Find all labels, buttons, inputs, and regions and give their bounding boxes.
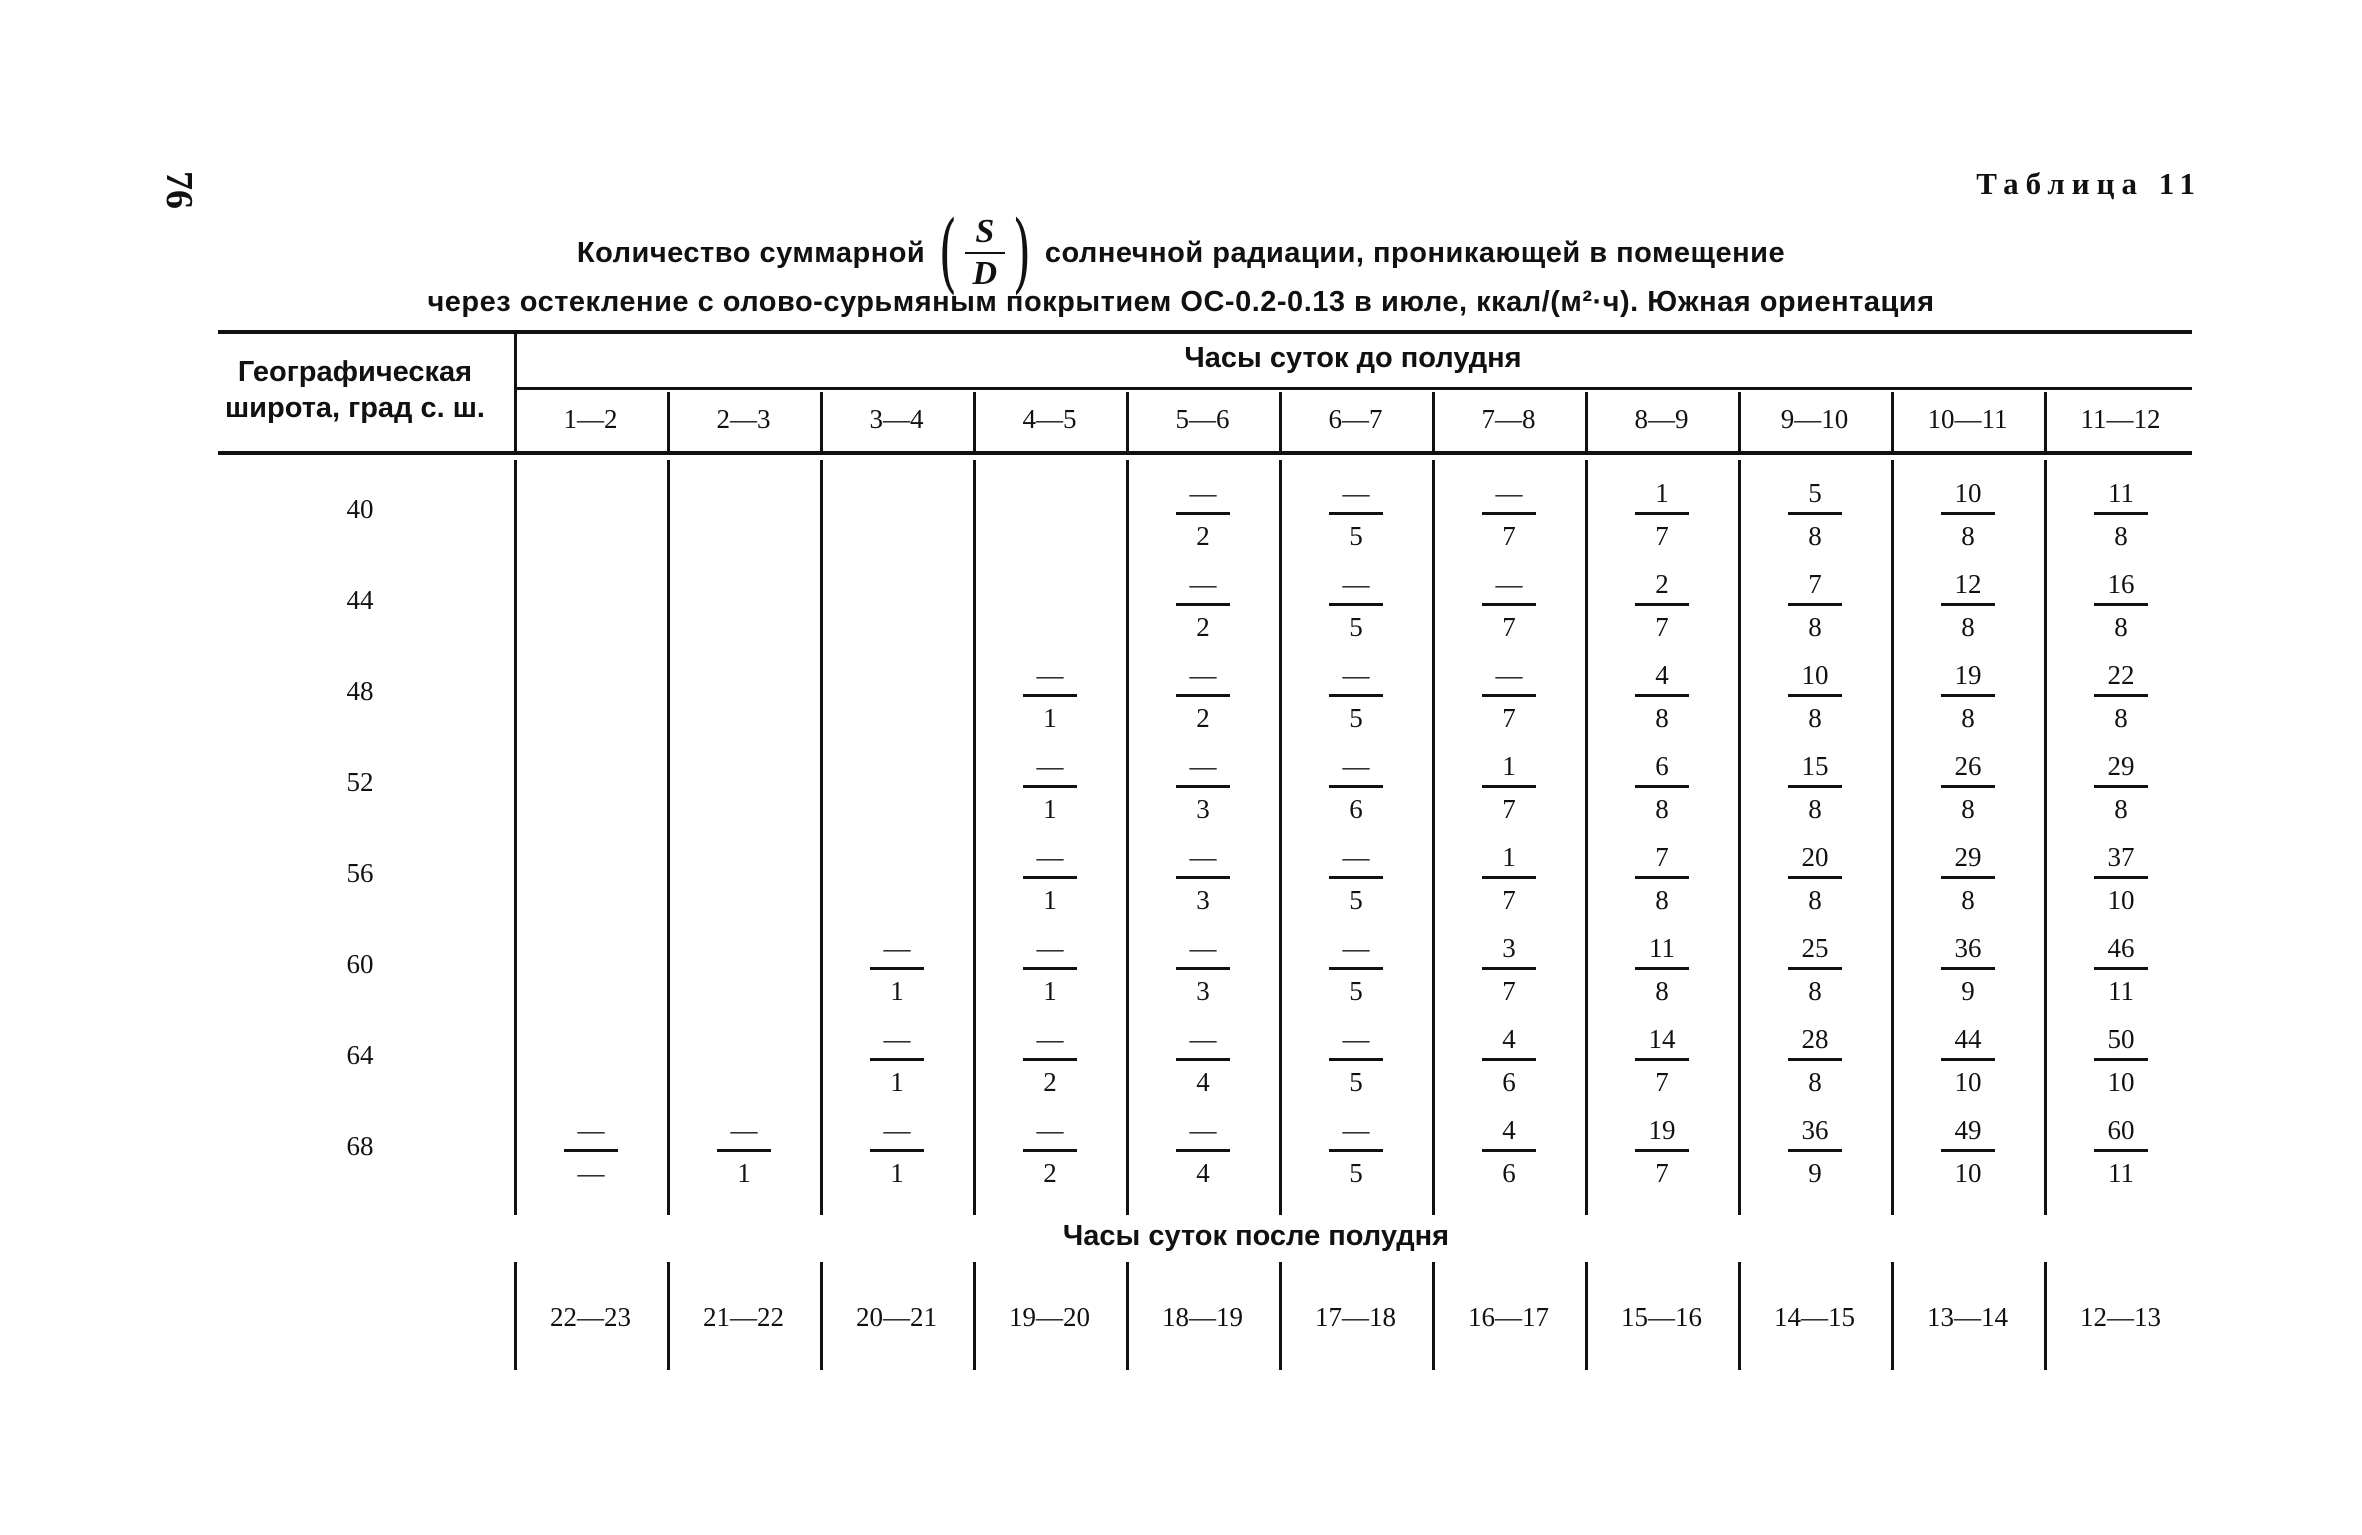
fraction-cell [1281,565,1431,651]
fraction-cell [975,656,1125,742]
cell-numerator: — [1342,751,1370,781]
cell-numerator: 1 [1502,842,1516,872]
fraction-cell [1434,565,1584,651]
fraction-cell [975,838,1125,924]
cell-denominator: 8 [1655,794,1669,824]
hour-header: 5—6 [1175,404,1230,434]
column-divider [514,334,517,451]
table-label: Таблица 11 [1976,166,2202,201]
cell-numerator: — [1189,660,1217,690]
cell-numerator: 44 [1954,1024,1982,1054]
cell-numerator: 46 [2107,933,2135,963]
fraction-cell [1893,747,2043,833]
cell-denominator: 6 [1349,794,1363,824]
cell-numerator: 3 [1502,933,1516,963]
fraction-cell [1281,474,1431,560]
hour-header: 4—5 [1022,404,1077,434]
cell-denominator: 5 [1349,521,1363,551]
before-noon-header: Часы суток до полудня [1184,342,1522,374]
column-divider [667,392,670,451]
cell-numerator: 4 [1502,1115,1516,1145]
fraction-cell [1893,1020,2043,1106]
fraction-cell [1587,1111,1737,1197]
fraction-cell [822,1020,972,1106]
cell-numerator: — [1189,1115,1217,1145]
cell-denominator: — [577,1158,605,1188]
fraction-cell [1893,838,2043,924]
fraction-cell [1281,929,1431,1015]
cell-numerator: — [1342,1024,1370,1054]
fraction-cell [1128,656,1278,742]
cell-denominator: 2 [1196,612,1210,642]
cell-denominator: 1 [737,1158,751,1188]
cell-denominator: 1 [1043,976,1057,1006]
cell-denominator: 1 [1043,885,1057,915]
cell-numerator: — [1036,660,1064,690]
cell-numerator: — [1189,842,1217,872]
fraction-cell [975,1111,1125,1197]
cell-numerator: — [1495,478,1523,508]
cell-denominator: 8 [2114,612,2128,642]
latitude-value: 60 [346,949,374,979]
cell-numerator: 16 [2107,569,2135,599]
fraction-cell [1893,565,2043,651]
cell-numerator: 28 [1801,1024,1829,1054]
cell-denominator: 7 [1502,703,1516,733]
cell-numerator: 29 [1954,842,1982,872]
cell-denominator: 8 [1808,612,1822,642]
fraction-cell [1740,474,1890,560]
fraction-cell [1128,838,1278,924]
fraction-cell [1893,929,2043,1015]
cell-denominator: 6 [1502,1158,1516,1188]
cell-numerator: 25 [1801,933,1829,963]
fraction-cell [975,929,1125,1015]
fraction-cell [2046,1111,2196,1197]
cell-numerator: — [1342,1115,1370,1145]
fraction-cell [1740,565,1890,651]
fraction-cell [1893,1111,2043,1197]
fraction-cell [1740,1020,1890,1106]
table-title-line2: через остекление с олово-сурьмяным покрытием ОС-0.2-0.13 в июле, ккал/(м²·ч). Южная ориентация [427,286,1935,318]
fraction-cell [516,1111,666,1197]
sd-fraction: ( $\frac{S}{D}$ ) [938,203,1032,303]
cell-numerator: 60 [2107,1115,2135,1145]
after-hour-label: 14—15 [1774,1302,1855,1332]
cell-denominator: 1 [890,976,904,1006]
cell-denominator: 7 [1655,1158,1669,1188]
fraction-cell [1281,1020,1431,1106]
cell-denominator: 8 [1655,976,1669,1006]
cell-denominator: 2 [1196,521,1210,551]
fraction-cell [1128,1020,1278,1106]
fraction-cell [975,1020,1125,1106]
fraction-cell [1587,656,1737,742]
cell-numerator: 22 [2107,660,2135,690]
fraction-denominator: D [972,255,998,292]
fraction-cell [1587,1020,1737,1106]
title-before-fraction: Количество суммарной [576,236,926,269]
before-noon-rule [514,387,2192,390]
cell-numerator: 10 [1954,478,1982,508]
latitude-value: 52 [346,767,374,797]
fraction-cell [822,929,972,1015]
cell-denominator: 7 [1655,1067,1669,1097]
cell-denominator: 5 [1349,1067,1363,1097]
cell-denominator: 1 [1043,703,1057,733]
latitude-value: 64 [346,1040,374,1070]
cell-numerator: — [1342,569,1370,599]
cell-denominator: 8 [1655,703,1669,733]
hour-header: 2—3 [716,404,771,434]
cell-denominator: 3 [1196,794,1210,824]
cell-denominator: 8 [2114,521,2128,551]
fraction-cell [1281,838,1431,924]
cell-numerator: 19 [1648,1115,1676,1145]
after-hour-label: 17—18 [1315,1302,1396,1332]
header-bottom-rule [218,451,2192,455]
cell-denominator: 8 [1961,794,1975,824]
cell-numerator: — [1036,1024,1064,1054]
cell-numerator: 49 [1954,1115,1982,1145]
cell-denominator: 3 [1196,885,1210,915]
fraction-cell [2046,929,2196,1015]
fraction-cell [2046,747,2196,833]
cell-denominator: 8 [1961,885,1975,915]
column-divider [1891,392,1894,451]
latitude-value: 56 [346,858,374,888]
cell-numerator: 7 [1655,842,1669,872]
cell-denominator: 2 [1043,1067,1057,1097]
after-hour-label: 22—23 [550,1302,631,1332]
fraction-cell [2046,1020,2196,1106]
cell-numerator: — [1342,933,1370,963]
fraction-cell [1128,1111,1278,1197]
cell-denominator: 8 [1808,1067,1822,1097]
column-divider [1738,392,1741,451]
cell-numerator: 1 [1655,478,1669,508]
after-hour-label: 15—16 [1621,1302,1702,1332]
latitude-value: 48 [346,676,374,706]
title-after-fraction: солнечной радиации, проникающей в помещение [1044,236,1786,269]
fraction-cell [1740,1111,1890,1197]
cell-numerator: 4 [1502,1024,1516,1054]
cell-denominator: 7 [1655,521,1669,551]
cell-numerator: 6 [1655,751,1669,781]
cell-numerator: 14 [1648,1024,1676,1054]
latitude-value: 40 [346,494,374,524]
cell-numerator: — [730,1115,758,1145]
hour-header: 11—12 [2080,404,2161,434]
after-hour-label: 20—21 [856,1302,937,1332]
cell-numerator: 7 [1808,569,1822,599]
cell-numerator: 4 [1655,660,1669,690]
latitude-value: 68 [346,1131,374,1161]
cell-denominator: 10 [2107,885,2135,915]
fraction-cell [1434,656,1584,742]
cell-denominator: 7 [1502,521,1516,551]
cell-numerator: 11 [1649,933,1675,963]
column-divider [667,460,670,1215]
cell-numerator: 20 [1801,842,1829,872]
after-hour-label: 12—13 [2080,1302,2161,1332]
cell-numerator: 36 [1801,1115,1829,1145]
fraction-cell [1587,929,1737,1015]
cell-denominator: 11 [2108,976,2134,1006]
fraction-cell [1128,929,1278,1015]
cell-denominator: 2 [1043,1158,1057,1188]
cell-numerator: — [1036,1115,1064,1145]
cell-numerator: — [883,1115,911,1145]
cell-numerator: 29 [2107,751,2135,781]
column-divider [514,460,517,1215]
cell-denominator: 8 [2114,794,2128,824]
fraction-cell [1587,474,1737,560]
cell-denominator: 3 [1196,976,1210,1006]
cell-numerator: — [1495,660,1523,690]
cell-numerator: — [1189,933,1217,963]
cell-denominator: 8 [1808,521,1822,551]
fraction-cell [1434,1020,1584,1106]
cell-numerator: 19 [1954,660,1982,690]
cell-numerator: — [1036,842,1064,872]
cell-denominator: 7 [1502,885,1516,915]
fraction-cell [2046,565,2196,651]
column-divider [973,392,976,451]
cell-denominator: 10 [1954,1067,1982,1097]
cell-denominator: 6 [1502,1067,1516,1097]
cell-numerator: — [883,1024,911,1054]
latitude-header: Географическая широта, град с. ш. [224,356,485,424]
cell-denominator: 9 [1961,976,1975,1006]
after-hour-label: 18—19 [1162,1302,1243,1332]
page-number: 76 [158,171,200,209]
fraction-cell [1740,929,1890,1015]
after-hour-label: 13—14 [1927,1302,2008,1332]
cell-denominator: 4 [1196,1158,1210,1188]
fraction-cell [2046,838,2196,924]
fraction-cell [1281,1111,1431,1197]
cell-numerator: — [1342,478,1370,508]
cell-numerator: 36 [1954,933,1982,963]
fraction-cell [1893,474,2043,560]
fraction-cell [1740,838,1890,924]
cell-numerator: 26 [1954,751,1982,781]
fraction-cell [2046,656,2196,742]
cell-denominator: 8 [1655,885,1669,915]
cell-denominator: 8 [2114,703,2128,733]
fraction-cell [1587,747,1737,833]
after-noon-header: Часы суток после полудня [1062,1220,1450,1252]
cell-denominator: 7 [1655,612,1669,642]
column-divider [1126,392,1129,451]
fraction-cell [822,1111,972,1197]
cell-denominator: 5 [1349,1158,1363,1188]
fraction-cell [1740,747,1890,833]
cell-denominator: 10 [2107,1067,2135,1097]
column-divider [1432,392,1435,451]
cell-denominator: 8 [1961,521,1975,551]
cell-numerator: — [1189,569,1217,599]
cell-numerator: — [1342,842,1370,872]
cell-denominator: 11 [2108,1158,2134,1188]
fraction-cell [975,747,1125,833]
cell-numerator: 10 [1801,660,1829,690]
cell-denominator: 7 [1502,976,1516,1006]
fraction-cell [1281,656,1431,742]
hour-header: 10—11 [1927,404,2008,434]
fraction-cell [1281,747,1431,833]
fraction-cell [1893,656,2043,742]
cell-denominator: 1 [1043,794,1057,824]
hour-header: 3—4 [869,404,924,434]
cell-denominator: 5 [1349,612,1363,642]
cell-denominator: 8 [1961,612,1975,642]
fraction-cell [1434,929,1584,1015]
cell-denominator: 8 [1808,794,1822,824]
hour-header: 8—9 [1634,404,1689,434]
cell-numerator: 37 [2107,842,2135,872]
cell-denominator: 8 [1808,976,1822,1006]
fraction-cell [1128,474,1278,560]
cell-numerator: — [1342,660,1370,690]
cell-denominator: 5 [1349,703,1363,733]
cell-numerator: — [1189,478,1217,508]
fraction-cell [1434,1111,1584,1197]
cell-numerator: — [1036,751,1064,781]
after-hour-label: 21—22 [703,1302,784,1332]
hour-header: 6—7 [1328,404,1383,434]
column-divider [2044,392,2047,451]
fraction-numerator: S [965,212,1004,254]
cell-denominator: 1 [890,1158,904,1188]
cell-numerator: — [1495,569,1523,599]
cell-denominator: 9 [1808,1158,1822,1188]
cell-numerator: — [1189,751,1217,781]
latitude-value: 44 [346,585,374,615]
hour-header: 7—8 [1481,404,1536,434]
fraction-cell [1740,656,1890,742]
cell-numerator: 15 [1801,751,1829,781]
cell-denominator: 5 [1349,885,1363,915]
column-divider [1585,392,1588,451]
cell-denominator: 8 [1808,703,1822,733]
hour-header: 1—2 [563,404,618,434]
cell-numerator: — [883,933,911,963]
cell-numerator: — [1189,1024,1217,1054]
cell-numerator: — [1036,933,1064,963]
cell-denominator: 4 [1196,1067,1210,1097]
cell-denominator: 10 [1954,1158,1982,1188]
fraction-cell [2046,474,2196,560]
after-hour-label: 16—17 [1468,1302,1549,1332]
cell-numerator: 50 [2107,1024,2135,1054]
fraction-cell [1434,838,1584,924]
column-divider [820,392,823,451]
fraction-cell [1587,838,1737,924]
cell-denominator: 8 [1808,885,1822,915]
hour-header: 9—10 [1780,404,1849,434]
cell-numerator: 5 [1808,478,1822,508]
cell-numerator: 12 [1954,569,1982,599]
cell-denominator: 2 [1196,703,1210,733]
cell-denominator: 5 [1349,976,1363,1006]
cell-denominator: 8 [1961,703,1975,733]
cell-numerator: — [577,1115,605,1145]
fraction-cell [1587,565,1737,651]
fraction-cell [669,1111,819,1197]
fraction-cell [1434,474,1584,560]
cell-numerator: 1 [1502,751,1516,781]
fraction-cell [1434,747,1584,833]
cell-denominator: 1 [890,1067,904,1097]
cell-denominator: 7 [1502,612,1516,642]
cell-numerator: 11 [2108,478,2134,508]
after-hour-label: 19—20 [1009,1302,1090,1332]
fraction-cell [1128,747,1278,833]
cell-numerator: 2 [1655,569,1669,599]
column-divider [1279,392,1282,451]
fraction-cell [1128,565,1278,651]
cell-denominator: 7 [1502,794,1516,824]
